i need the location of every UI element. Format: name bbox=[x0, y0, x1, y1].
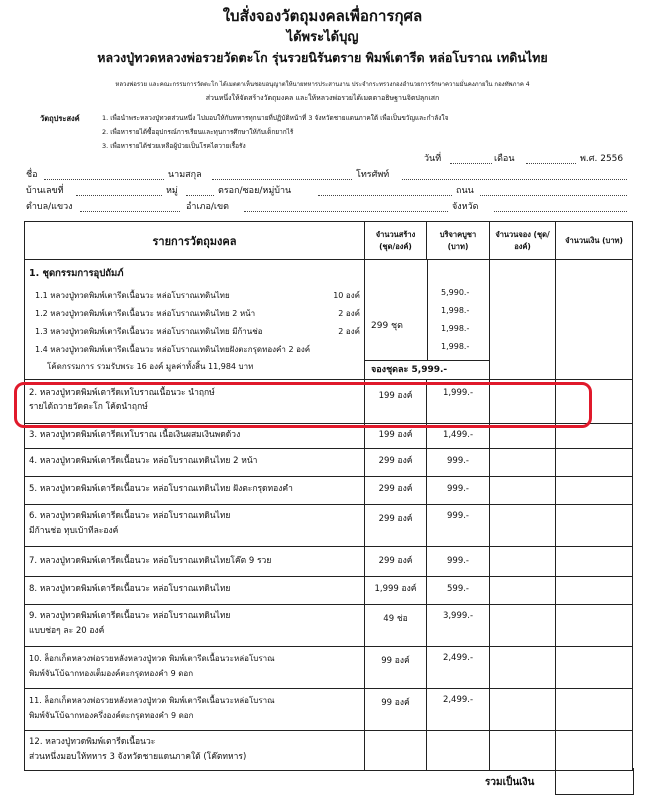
name-label: ชื่อ bbox=[26, 170, 38, 180]
moo-field[interactable] bbox=[186, 195, 214, 196]
set-price: 1,998.- bbox=[441, 342, 470, 351]
subdistrict-field[interactable] bbox=[80, 211, 180, 212]
set-reserve-price: จองชุดละ 5,999.- bbox=[365, 360, 489, 379]
reserve-qty-cell[interactable] bbox=[490, 260, 556, 380]
item-build: 199 องค์ bbox=[365, 424, 427, 449]
amount-cell[interactable] bbox=[556, 449, 633, 477]
set-line-qty: 2 องค์ bbox=[338, 327, 360, 336]
item-build: 299 องค์ bbox=[365, 477, 427, 505]
col-header-price: บริจาคบูชา (บาท) bbox=[427, 222, 490, 260]
item-desc: 9. หลวงปู่ทวดพิมพ์เตารีดเนื้อนวะ หล่อโบราณเทดินไทย แบบช่อๆ ละ 20 องค์ bbox=[25, 605, 365, 647]
reserve-qty-cell[interactable] bbox=[490, 689, 556, 731]
district-field[interactable] bbox=[244, 211, 448, 212]
purpose-item: 1. เพื่อนำพระหลวงปู่ทวดส่วนหนึ่ง ไปมอบให้กับทหารทุกนายที่ปฏิบัติหน้าที่ 3 จังหวัดชายแดนภาคใต้ เพื่อเป็นขวัญและกำลังใจ bbox=[102, 114, 449, 122]
item-price: 2,499.- bbox=[427, 689, 490, 731]
table-row bbox=[25, 689, 633, 731]
phone-label: โทรศัพท์ bbox=[356, 170, 390, 180]
date-field[interactable] bbox=[450, 163, 492, 164]
set-price: 1,998.- bbox=[441, 324, 470, 333]
item-desc: 3. หลวงปู่ทวดพิมพ์เตารีดเทโบราณ เนื้อเงินผสมเงินพดด้วง bbox=[25, 424, 365, 449]
set-line-qty: 10 องค์ bbox=[333, 291, 360, 300]
total-amount-field[interactable] bbox=[555, 768, 634, 795]
amount-cell[interactable] bbox=[556, 647, 633, 689]
total-label: รวมเป็นเงิน bbox=[485, 777, 535, 788]
item-price: 599.- bbox=[427, 577, 490, 605]
col-header-build: จำนวนสร้าง (ชุด/องค์) bbox=[365, 222, 427, 260]
item-price bbox=[427, 731, 490, 771]
set-line: 1.2 หลวงปู่ทวดพิมพ์เตารีดเนื้อนวะ หล่อโบราณเทดินไทย 2 หน้า bbox=[35, 309, 256, 318]
soi-field[interactable] bbox=[318, 195, 452, 196]
item-desc: 12. หลวงปู่ทวดพิมพ์เตารีดเนื้อนวะ ส่วนหนึ่งมอบให้ทหาร 3 จังหวัดชายแดนภาคใต้ (โค๊ตทหาร) bbox=[25, 731, 365, 771]
item-build: 199 องค์ bbox=[365, 380, 427, 424]
house-no-field[interactable] bbox=[76, 195, 162, 196]
order-table bbox=[24, 221, 633, 771]
month-label: เดือน bbox=[494, 154, 515, 164]
phone-field[interactable] bbox=[402, 179, 627, 180]
reserve-qty-cell[interactable] bbox=[490, 505, 556, 547]
table-row bbox=[25, 605, 633, 647]
set-build: 299 ชุด bbox=[371, 321, 403, 331]
highlight-box bbox=[14, 382, 592, 428]
amount-cell[interactable] bbox=[556, 689, 633, 731]
table-row bbox=[25, 647, 633, 689]
name-field[interactable] bbox=[44, 179, 164, 180]
purpose-item: 2. เพื่อหารายได้ซื้ออุปกรณ์การเรียนและทุนการศึกษาให้กับเด็กยากไร้ bbox=[102, 128, 294, 136]
reserve-qty-cell[interactable] bbox=[490, 477, 556, 505]
amulet-series-title: หลวงปู่ทวดหลวงพ่อรวยวัดตะโก รุ่นรวยนิรันตราย พิมพ์เตารีด หล่อโบราณ เทดินไทย bbox=[97, 50, 548, 65]
form-subtitle: ได้พระได้บุญ bbox=[286, 30, 359, 45]
subdistrict-label: ตำบล/แขวง bbox=[26, 202, 73, 212]
province-field[interactable] bbox=[494, 211, 627, 212]
amount-cell[interactable] bbox=[556, 605, 633, 647]
item-desc: 10. ล็อกเก็ตหลวงพ่อรวยหลังหลวงปู่ทวด พิมพ์เตารีดเนื้อนวะหล่อโบราณ พิมพ์จันโบ้ฉากทองเต็มองค์ตะกรุดทองคำ 9 ดอก bbox=[25, 647, 365, 689]
reserve-qty-cell[interactable] bbox=[490, 449, 556, 477]
surname-label: นามสกุล bbox=[168, 170, 202, 180]
amount-cell[interactable] bbox=[556, 547, 633, 577]
item-price: 999.- bbox=[427, 449, 490, 477]
col-header-reserve: จำนวนจอง (ชุด/องค์) bbox=[490, 222, 556, 260]
amount-cell[interactable] bbox=[556, 505, 633, 547]
set-line: 1.4 หลวงปู่ทวดพิมพ์เตารีดเนื้อนวะ หล่อโบราณเทดินไทยฝังตะกรุดทองคำ 2 องค์ bbox=[35, 345, 311, 354]
reserve-qty-cell[interactable] bbox=[490, 647, 556, 689]
item-price: 999.- bbox=[427, 547, 490, 577]
item-build: 99 องค์ bbox=[365, 647, 427, 689]
moo-label: หมู่ bbox=[166, 186, 178, 196]
set-line: 1.1 หลวงปู่ทวดพิมพ์เตารีดเนื้อนวะ หล่อโบราณเทดินไทย bbox=[35, 291, 230, 300]
intro-line-1: หลวงพ่อรวย และคณะกรรมการวัดตะโก ได้เมตตาเห็นชอบอนุญาตให้นายทหารประสานงาน ประจำกระทรวงกองอำนวยการรักษาความมั่นคงภายใน กองทัพภาค 4 bbox=[115, 81, 530, 88]
amount-cell[interactable] bbox=[556, 477, 633, 505]
table-row bbox=[25, 505, 633, 547]
date-label: วันที่ bbox=[424, 154, 442, 164]
set-price: 5,990.- bbox=[441, 288, 470, 297]
item-desc: 4. หลวงปู่ทวดพิมพ์เตารีดเนื้อนวะ หล่อโบราณเทดินไทย 2 หน้า bbox=[25, 449, 365, 477]
surname-field[interactable] bbox=[212, 179, 352, 180]
road-label: ถนน bbox=[456, 186, 474, 196]
item-price: 1,499.- bbox=[427, 424, 490, 449]
item-desc: 8. หลวงปู่ทวดพิมพ์เตารีดเนื้อนวะ หล่อโบราณเทดินไทย bbox=[25, 577, 365, 605]
house-no-label: บ้านเลขที่ bbox=[26, 186, 64, 196]
reserve-qty-cell[interactable] bbox=[490, 577, 556, 605]
item-desc: 2. หลวงปู่ทวดพิมพ์เตารีดเทโบราณเนื้อนวะ นำฤกษ์ รายได้ถวายวัดตะโก โค้ดนำฤกษ์ bbox=[25, 380, 365, 424]
col-header-item: รายการวัตถุมงคล bbox=[25, 222, 365, 260]
district-label: อำเภอ/เขต bbox=[186, 202, 229, 212]
set-line: 1.3 หลวงปู่ทวดพิมพ์เตารีดเนื้อนวะ หล่อโบราณเทดินไทย มีก้านช่อ bbox=[35, 327, 263, 336]
road-field[interactable] bbox=[480, 195, 627, 196]
item-build: 49 ช่อ bbox=[365, 605, 427, 647]
set-total-line: โค้ดกรรมการ รวมรับพระ 16 องค์ มูลค่าทั้งสิ้น 11,984 บาท bbox=[47, 362, 254, 371]
set-title: 1. ชุดกรรมการอุปถัมภ์ bbox=[29, 268, 124, 279]
item-desc: 7. หลวงปู่ทวดพิมพ์เตารีดเนื้อนวะ หล่อโบราณเทดินไทยโค๊ต 9 รวย bbox=[25, 547, 365, 577]
item-desc: 6. หลวงปู่ทวดพิมพ์เตารีดเนื้อนวะ หล่อโบราณเทดินไทย มีก้านช่อ ทุบเบ้าทีละองค์ bbox=[25, 505, 365, 547]
amount-cell[interactable] bbox=[556, 577, 633, 605]
item-build: 299 องค์ bbox=[365, 449, 427, 477]
item-price: 2,499.- bbox=[427, 647, 490, 689]
item-price: 1,999.- bbox=[427, 380, 490, 424]
item-price: 3,999.- bbox=[427, 605, 490, 647]
item-build: 99 องค์ bbox=[365, 689, 427, 731]
table-row bbox=[25, 731, 633, 771]
set-build-price-cell bbox=[365, 260, 490, 380]
item-price: 999.- bbox=[427, 477, 490, 505]
amount-cell[interactable] bbox=[556, 731, 633, 771]
table-row bbox=[25, 577, 633, 605]
item-build: 299 องค์ bbox=[365, 505, 427, 547]
amount-cell[interactable] bbox=[556, 260, 633, 380]
reserve-qty-cell[interactable] bbox=[490, 731, 556, 771]
form-title: ใบสั่งจองวัตถุมงคลเพื่อการกุศล bbox=[222, 7, 423, 25]
table-row bbox=[25, 547, 633, 577]
province-label: จังหวัด bbox=[452, 202, 479, 212]
purpose-label: วัตถุประสงค์ bbox=[40, 114, 80, 123]
item-build: 299 องค์ bbox=[365, 547, 427, 577]
item-build bbox=[365, 731, 427, 771]
table-row bbox=[25, 260, 633, 380]
set-line-qty: 2 องค์ bbox=[338, 309, 360, 318]
set-cell bbox=[25, 260, 365, 380]
month-field[interactable] bbox=[526, 163, 576, 164]
item-build: 1,999 องค์ bbox=[365, 577, 427, 605]
table-row bbox=[25, 477, 633, 505]
table-row bbox=[25, 449, 633, 477]
set-price: 1,998.- bbox=[441, 306, 470, 315]
year-label: พ.ศ. 2556 bbox=[580, 154, 624, 164]
purpose-item: 3. เพื่อหารายได้ช่วยเหลือผู้ป่วยเป็นโรคไตวายเรื้อรัง bbox=[102, 142, 246, 150]
item-desc: 5. หลวงปู่ทวดพิมพ์เตารีดเนื้อนวะ หล่อโบราณเทดินไทย ฝังตะกรุดทองคำ bbox=[25, 477, 365, 505]
reserve-qty-cell[interactable] bbox=[490, 605, 556, 647]
intro-line-2: ส่วนหนึ่งให้จัดสร้างวัตถุมงคล และให้หลวงพ่อรวยได้เมตตาอธิษฐานจิตปลุกเสก bbox=[205, 94, 440, 102]
item-desc: 11. ล็อกเก็ตหลวงพ่อรวยหลังหลวงปู่ทวด พิมพ์เตารีดเนื้อนวะหล่อโบราณ พิมพ์จันโบ้ฉากทองครึ่งองค์ตะกรุดทองคำ 9 ดอก bbox=[25, 689, 365, 731]
item-price: 999.- bbox=[427, 505, 490, 547]
soi-label: ตรอก/ซอย/หมู่บ้าน bbox=[218, 186, 292, 196]
reserve-qty-cell[interactable] bbox=[490, 547, 556, 577]
col-header-amount: จำนวนเงิน (บาท) bbox=[556, 222, 633, 260]
